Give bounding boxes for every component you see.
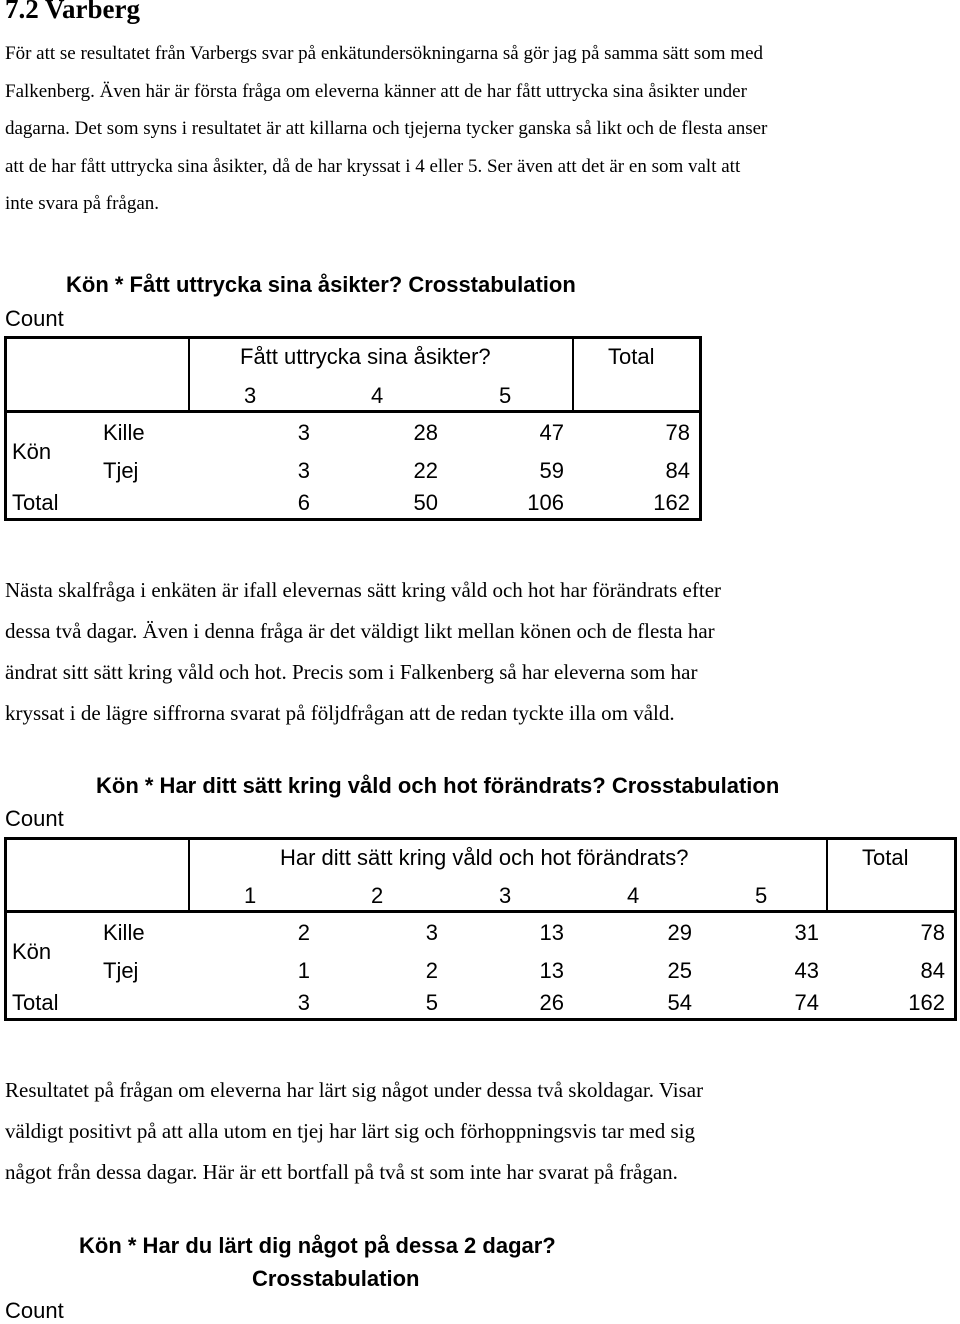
column-header: 3 <box>244 383 257 408</box>
table-cell: 13 <box>539 920 564 945</box>
row-group-label: Kön <box>12 939 52 964</box>
crosstab-title: Kön * Har du lärt dig något på dessa 2 dagar? <box>79 1233 556 1258</box>
count-label: Count <box>5 306 64 331</box>
paragraph-line: inte svara på frågan. <box>5 193 160 214</box>
table-cell: 3 <box>297 458 310 483</box>
body-paragraph <box>5 1070 703 1193</box>
count-label: Count <box>5 806 64 831</box>
section-heading: 7.2 Varberg <box>5 0 140 24</box>
column-header: 2 <box>371 883 384 908</box>
table-cell: 6 <box>297 490 310 515</box>
column-header: 5 <box>755 883 768 908</box>
table-cell: 59 <box>539 458 564 483</box>
paragraph-line: något från dessa dagar. Här är ett bortfall på två st som inte har svarat på frågan. <box>5 1160 678 1184</box>
table-cell: 1 <box>297 958 310 983</box>
table-cell: 25 <box>667 958 692 983</box>
paragraph-line: att de har fått uttrycka sina åsikter, då de har kryssat i 4 eller 5. Ser även att det är en som valt att <box>5 155 741 177</box>
crosstab-title: Kön * Har ditt sätt kring våld och hot förändrats? Crosstabulation <box>96 773 780 798</box>
table-cell: 3 <box>297 420 310 445</box>
table-cell: 54 <box>667 990 692 1015</box>
row-label: Kille <box>103 420 145 445</box>
row-label: Tjej <box>103 958 139 983</box>
total-row-label: Total <box>12 990 59 1015</box>
table-divider <box>188 336 190 413</box>
table-cell: 50 <box>413 490 438 515</box>
table-cell: 162 <box>653 490 690 515</box>
table-cell: 2 <box>425 958 438 983</box>
crosstab-title-continued: Crosstabulation <box>252 1266 420 1291</box>
paragraph-line: Resultatet på frågan om eleverna har lärt sig något under dessa två skoldagar. Visar <box>5 1078 704 1102</box>
column-header: 5 <box>499 383 512 408</box>
intro-paragraph <box>5 35 767 223</box>
table-border <box>954 837 957 1021</box>
paragraph-line: dagarna. Det som syns i resultatet är att killarna och tjejerna tycker ganska så likt och de flesta anser <box>5 118 768 139</box>
body-paragraph <box>5 570 721 734</box>
table-cell: 31 <box>794 920 819 945</box>
column-header: 4 <box>627 883 640 908</box>
table-cell: 43 <box>794 958 819 983</box>
table-cell: 22 <box>413 458 438 483</box>
column-header: 1 <box>244 883 257 908</box>
question-header: Har ditt sätt kring våld och hot förändrats? <box>280 845 689 870</box>
table-cell: 47 <box>539 420 564 445</box>
total-row-label: Total <box>12 490 59 515</box>
paragraph-line: kryssat i de lägre siffrorna svarat på följdfrågan att de redan tyckte illa om våld. <box>5 701 675 725</box>
total-header: Total <box>608 344 655 369</box>
table-border <box>4 336 702 339</box>
table-cell: 78 <box>665 420 690 445</box>
table-cell: 3 <box>425 920 438 945</box>
table-border <box>4 518 702 521</box>
paragraph-line: Nästa skalfråga i enkäten är ifall elevernas sätt kring våld och hot har förändrats efter <box>5 578 722 602</box>
table-cell: 106 <box>527 490 564 515</box>
table-cell: 28 <box>413 420 438 445</box>
table-cell: 5 <box>425 990 438 1015</box>
table-cell: 26 <box>539 990 564 1015</box>
table-border <box>4 336 7 521</box>
table-cell: 162 <box>908 990 945 1015</box>
table-border <box>4 1018 957 1021</box>
table-border <box>4 837 7 1021</box>
column-header: 4 <box>371 383 384 408</box>
table-cell: 74 <box>794 990 819 1015</box>
table-divider <box>4 410 702 413</box>
question-header: Fått uttrycka sina åsikter? <box>240 344 491 369</box>
row-group-label: Kön <box>12 439 52 464</box>
table-divider <box>826 837 828 913</box>
paragraph-line: För att se resultatet från Varbergs svar på enkätundersökningarna så gör jag på samma sätt som med <box>5 43 764 64</box>
table-cell: 84 <box>665 458 690 483</box>
table-divider <box>188 837 190 913</box>
table-cell: 29 <box>667 920 692 945</box>
count-label: Count <box>5 1298 64 1323</box>
table-border <box>4 837 957 840</box>
table-cell: 13 <box>539 958 564 983</box>
table-cell: 2 <box>297 920 310 945</box>
row-label: Kille <box>103 920 145 945</box>
table-cell: 78 <box>920 920 945 945</box>
table-divider <box>572 336 574 413</box>
table-cell: 84 <box>920 958 945 983</box>
table-divider <box>4 910 957 913</box>
paragraph-line: dessa två dagar. Även i denna fråga är det väldigt likt mellan könen och de flesta har <box>5 619 715 643</box>
crosstab-title: Kön * Fått uttrycka sina åsikter? Crosstabulation <box>66 272 576 297</box>
column-header: 3 <box>499 883 512 908</box>
paragraph-line: väldigt positivt på att alla utom en tjej har lärt sig och förhoppningsvis tar med sig <box>5 1119 695 1143</box>
row-label: Tjej <box>103 458 139 483</box>
table-cell: 3 <box>297 990 310 1015</box>
paragraph-line: Falkenberg. Även här är första fråga om eleverna känner att de har fått uttrycka sina åsikter under <box>5 80 747 102</box>
table-border <box>699 336 702 521</box>
paragraph-line: ändrat sitt sätt kring våld och hot. Precis som i Falkenberg så har eleverna som har <box>5 660 698 684</box>
total-header: Total <box>862 845 909 870</box>
